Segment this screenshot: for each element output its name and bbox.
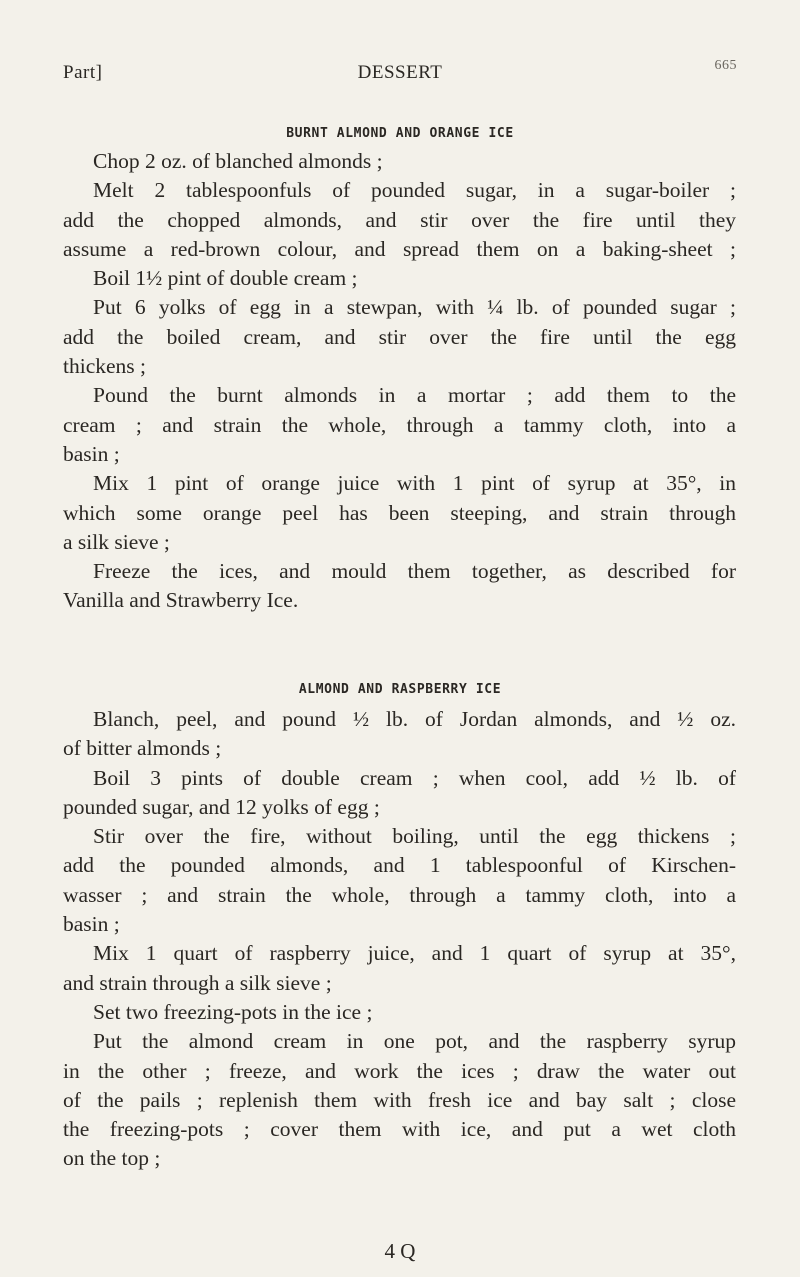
text-line: assume a red-brown colour, and spread them on a baking-sheet ; [63, 236, 736, 261]
text-line: and strain through a silk sieve ; [63, 970, 332, 995]
text-line: wasser ; and strain the whole, through a tammy cloth, into a [63, 882, 736, 907]
text-line: Boil 3 pints of double cream ; when cool, add ½ lb. of [93, 765, 736, 790]
running-head-part: Part] [63, 62, 103, 83]
text-line: Melt 2 tablespoonfuls of pounded sugar, in a sugar-boiler ; [93, 178, 736, 203]
text-line: of the pails ; replenish them with fresh ice and bay salt ; close [63, 1087, 736, 1112]
recipe-body-almond-raspberry [63, 705, 736, 1174]
section-title-almond-raspberry: ALMOND AND RASPBERRY ICE [298, 682, 502, 697]
text-line: cream ; and strain the whole, through a tammy cloth, into a [63, 412, 736, 437]
text-line: on the top ; [63, 1146, 161, 1171]
text-line: of bitter almonds ; [63, 736, 222, 761]
text-line: Pound the burnt almonds in a mortar ; add them to the [93, 383, 736, 408]
text-line: Freeze the ices, and mould them together, as described for [93, 559, 736, 584]
text-line: basin ; [63, 912, 120, 937]
text-line: Put the almond cream in one pot, and the raspberry syrup [93, 1029, 736, 1054]
text-line: Set two freezing-pots in the ice ; [93, 999, 373, 1024]
section-title-burnt-almond: BURNT ALMOND AND ORANGE ICE [286, 126, 514, 141]
text-line: in the other ; freeze, and work the ices ; draw the water out [63, 1058, 736, 1083]
text-line: Vanilla and Strawberry Ice. [63, 588, 299, 613]
running-head-title: DESSERT [357, 62, 443, 83]
recipe-body-burnt-almond [63, 147, 736, 616]
text-line: a silk sieve ; [63, 529, 170, 554]
text-line: Blanch, peel, and pound ½ lb. of Jordan almonds, and ½ oz. [93, 707, 736, 731]
text-line: Put 6 yolks of egg in a stewpan, with ¼ lb. of pounded sugar ; [93, 295, 736, 320]
text-line: Mix 1 quart of raspberry juice, and 1 quart of syrup at 35°, [93, 941, 736, 966]
text-line: add the chopped almonds, and stir over the fire until they [63, 207, 736, 232]
signature-mark: 4 Q [384, 1239, 416, 1263]
text-line: Chop 2 oz. of blanched almonds ; [93, 149, 383, 173]
page-number: 665 [714, 58, 737, 73]
text-line: which some orange peel has been steeping, and strain through [63, 500, 736, 525]
running-head [63, 58, 737, 86]
text-line: basin ; [63, 441, 120, 466]
text-line: Stir over the fire, without boiling, until the egg thickens ; [93, 824, 736, 849]
text-line: Mix 1 pint of orange juice with 1 pint of syrup at 35°, in [93, 471, 736, 496]
text-line: add the pounded almonds, and 1 tablespoonful of Kirschen- [63, 853, 736, 878]
text-line: thickens ; [63, 354, 146, 379]
text-line: the freezing-pots ; cover them with ice, and put a wet cloth [63, 1117, 736, 1142]
text-line: pounded sugar, and 12 yolks of egg ; [63, 794, 380, 819]
text-line: Boil 1½ pint of double cream ; [93, 266, 358, 291]
text-line: add the boiled cream, and stir over the fire until the egg [63, 324, 736, 349]
